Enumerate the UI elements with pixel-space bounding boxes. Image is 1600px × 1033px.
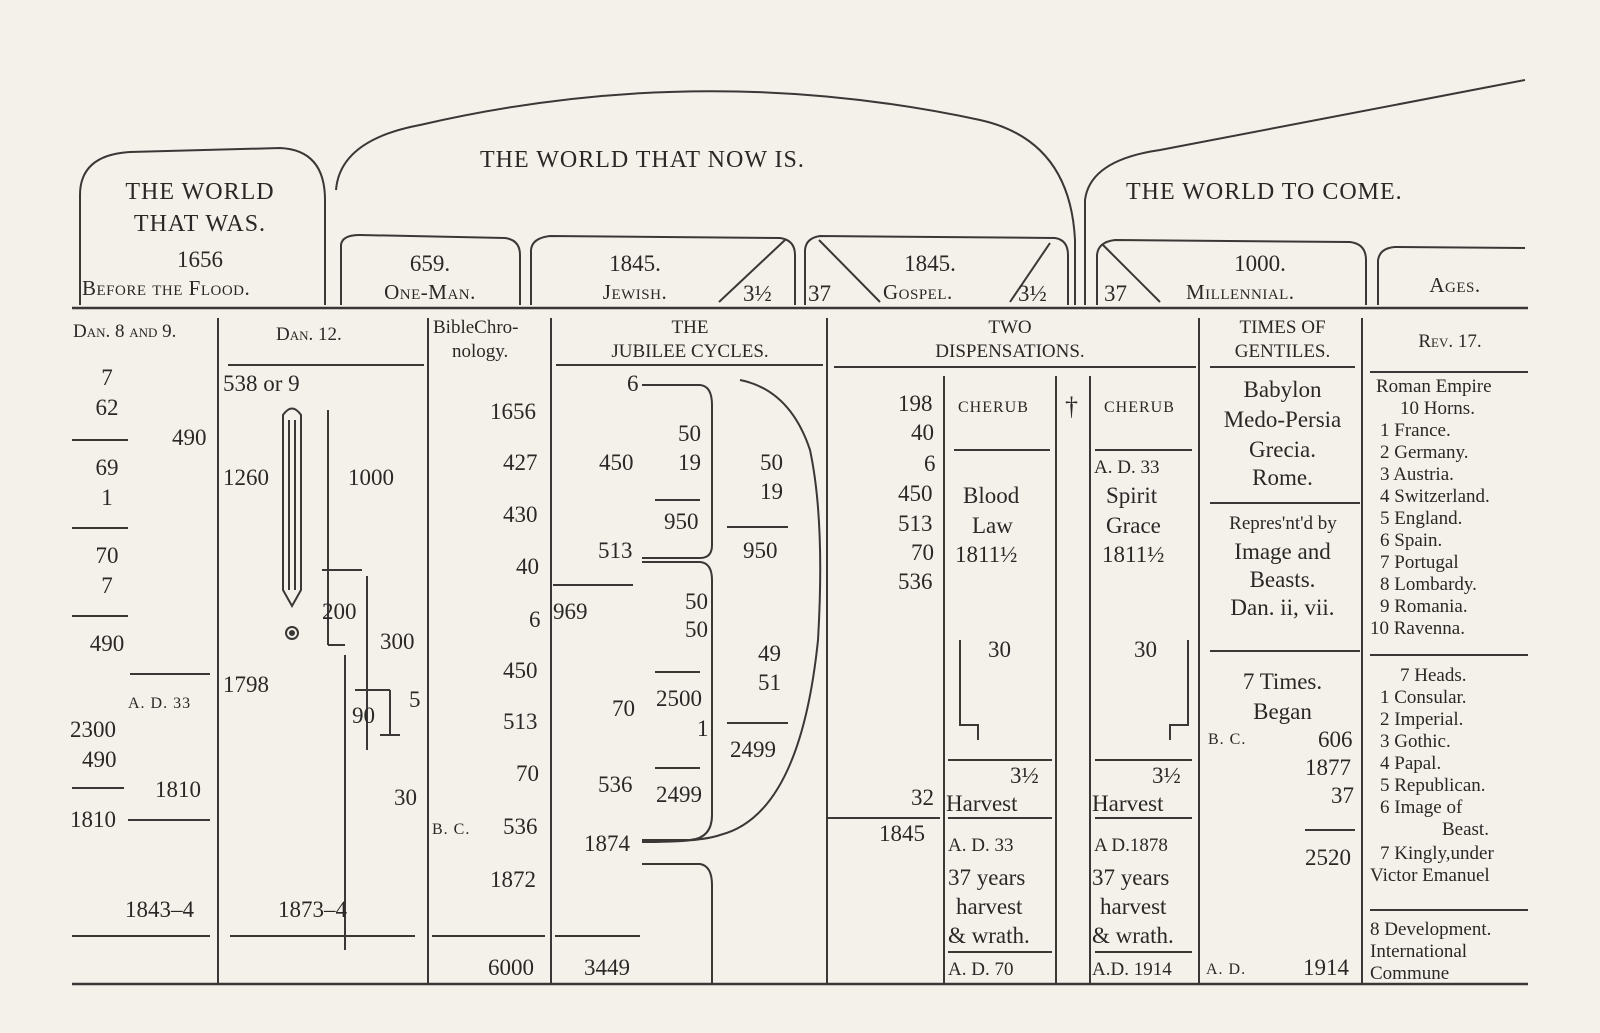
- dan89-right-value: 490: [172, 425, 207, 450]
- flood-years: 1656: [177, 247, 223, 272]
- disp-blood: Blood: [963, 483, 1020, 508]
- disp-left-ad33: A. D. 33: [948, 835, 1014, 856]
- disp-num: 536: [898, 569, 933, 594]
- rev17-horn: 9 Romania.: [1380, 596, 1468, 617]
- dan12-value: 200: [322, 599, 357, 624]
- rev17-head: 5 Republican.: [1380, 775, 1486, 796]
- bible-value: 70: [516, 761, 539, 786]
- disp-harvest2-left: harvest: [956, 894, 1023, 919]
- dan89-value: 7: [101, 573, 113, 598]
- bible-value: 430: [503, 502, 538, 527]
- millennial-years: 1000.: [1234, 251, 1286, 276]
- disp-right-1811: 1811½: [1102, 542, 1165, 567]
- gospel-years: 1845.: [904, 251, 956, 276]
- disp-num: 6: [924, 451, 936, 476]
- disp-num: 1845: [879, 821, 925, 846]
- dan12-value: 538 or 9: [223, 371, 300, 396]
- bible-total: 6000: [488, 955, 534, 980]
- rev17-head: 7 Heads.: [1400, 665, 1467, 686]
- dan89-value: 1: [101, 485, 113, 510]
- gentile-year: 2520: [1305, 845, 1351, 870]
- disp-years-right: 37 years: [1092, 865, 1170, 890]
- jubilee-value: 969: [553, 599, 588, 624]
- dan89-value: 2300: [70, 717, 116, 742]
- col-dan-8-9: Dan. 8 and 9.: [73, 321, 177, 342]
- world-come-title: THE WORLD TO COME.: [1126, 179, 1403, 205]
- dan89-value: 7: [101, 365, 113, 390]
- disp-harvest-left: Harvest: [946, 791, 1018, 816]
- gentile-beasts: Beasts.: [1249, 567, 1316, 592]
- world-was-title-1: THE WORLD: [125, 179, 275, 205]
- dan12-value: 1260: [223, 465, 269, 490]
- dan89-value: 70: [95, 543, 119, 568]
- jubilee-sum: 51: [758, 670, 781, 695]
- gospel-half: 3½: [1018, 281, 1047, 306]
- dan12-bottom: 1873–4: [278, 897, 347, 922]
- jubilee-cycle: 50: [685, 589, 708, 614]
- gentile-image: Image and: [1234, 539, 1331, 564]
- jubilee-value: 536: [598, 772, 633, 797]
- bible-value: 513: [503, 709, 538, 734]
- jubilee-cycle: 2500: [656, 686, 702, 711]
- dan89-value: 1810: [70, 807, 116, 832]
- disp-num: 450: [898, 481, 933, 506]
- rev17-horn: 10 Ravenna.: [1370, 618, 1465, 639]
- jubilee-value: 1874: [584, 831, 630, 856]
- one-man-label: One-Man.: [384, 280, 476, 304]
- gentile-began: Began: [1253, 699, 1312, 724]
- gentile-ad: A. D.: [1206, 961, 1247, 978]
- disp-wrath-left: & wrath.: [948, 923, 1030, 948]
- disp-left-1811: 1811½: [955, 542, 1018, 567]
- dan12-value: 1798: [223, 672, 269, 697]
- cherub-right: CHERUB: [1104, 399, 1175, 416]
- disp-ad33: A. D. 33: [1094, 457, 1160, 478]
- jubilee-sum: 49: [758, 641, 781, 666]
- dan12-value: 1000: [348, 465, 394, 490]
- disp-spirit: Spirit: [1106, 483, 1158, 508]
- rev17-horn: 2 Germany.: [1380, 442, 1469, 463]
- rev17-horn: 6 Spain.: [1380, 530, 1443, 551]
- dan12-value: 30: [394, 785, 417, 810]
- bible-value: 1872: [490, 867, 536, 892]
- col-bible-1: BibleChro-: [433, 317, 519, 338]
- dan89-bottom: 1843–4: [125, 897, 194, 922]
- disp-num: 32: [911, 785, 934, 810]
- jubilee-cycle: 950: [664, 509, 699, 534]
- gentile-kingdom: Medo-Persia: [1223, 407, 1342, 432]
- dan89-value: 69: [95, 455, 119, 480]
- millennial-37: 37: [1104, 281, 1127, 306]
- jubilee-total: 3449: [584, 955, 630, 980]
- gospel-37: 37: [808, 281, 831, 306]
- rev17-dev: International: [1370, 941, 1468, 962]
- gentile-bc: B. C.: [1208, 731, 1247, 748]
- rev17-horn: 10 Horns.: [1400, 398, 1475, 419]
- disp-harvest-right: Harvest: [1092, 791, 1164, 816]
- dan89-value: 490: [89, 631, 125, 656]
- jubilee-value: 513: [598, 538, 633, 563]
- jubilee-value: 450: [599, 450, 634, 475]
- gospel-label: Gospel.: [883, 280, 953, 304]
- jubilee-sum: 950: [743, 538, 778, 563]
- disp-right-half: 3½: [1152, 763, 1181, 788]
- jewish-label: Jewish.: [602, 280, 668, 304]
- disp-harvest2-right: harvest: [1100, 894, 1167, 919]
- rev17-horn: 8 Lombardy.: [1380, 574, 1477, 595]
- col-dan-12: Dan. 12.: [276, 324, 342, 345]
- dan89-value: 62: [95, 395, 119, 420]
- ages-label: Ages.: [1429, 273, 1481, 297]
- dan12-value: 90: [352, 703, 375, 728]
- gentile-seven-times: 7 Times.: [1242, 669, 1323, 694]
- gentile-kingdom: Rome.: [1252, 465, 1313, 490]
- rev17-horn: Roman Empire: [1376, 376, 1492, 397]
- rev17-dev: 8 Development.: [1370, 919, 1492, 940]
- millennial-label: Millennial.: [1186, 280, 1295, 304]
- gentile-year: 37: [1331, 783, 1354, 808]
- world-now-title: THE WORLD THAT NOW IS.: [480, 147, 805, 173]
- disp-law: Law: [972, 513, 1013, 538]
- disp-right-30: 30: [1134, 637, 1157, 662]
- rev17-head: 6 Image of: [1380, 797, 1463, 818]
- cherub-left: CHERUB: [958, 399, 1029, 416]
- dan12-value: 300: [380, 629, 415, 654]
- bible-value: 6: [529, 607, 541, 632]
- rev17-horn: 7 Portugal: [1380, 552, 1459, 573]
- jewish-half: 3½: [743, 281, 772, 306]
- bible-value: 40: [516, 554, 539, 579]
- gentile-year: 1877: [1305, 755, 1351, 780]
- col-jubilee-2: JUBILEE CYCLES.: [611, 341, 769, 362]
- world-was-title-2: THAT WAS.: [133, 211, 267, 237]
- flood-label: Before the Flood.: [82, 276, 251, 300]
- disp-num: 40: [911, 420, 934, 445]
- disp-num: 70: [911, 540, 934, 565]
- bible-value: 1656: [490, 399, 536, 424]
- rev17-horn: 3 Austria.: [1380, 464, 1454, 485]
- bible-value: 427: [503, 450, 538, 475]
- rev17-horn: 1 France.: [1380, 420, 1451, 441]
- disp-num: 513: [898, 511, 933, 536]
- jubilee-cycle: 50: [685, 617, 708, 642]
- jubilee-value: 70: [612, 696, 635, 721]
- dan89-right-value: 1810: [155, 777, 201, 802]
- jubilee-cycle: 50: [678, 421, 701, 446]
- jubilee-sum: 19: [760, 479, 783, 504]
- gentile-represented: Repres'nt'd by: [1229, 513, 1337, 534]
- jewish-years: 1845.: [609, 251, 661, 276]
- one-man-years: 659.: [409, 251, 451, 276]
- rev17-head: 3 Gothic.: [1380, 731, 1451, 752]
- col-bible-2: nology.: [452, 341, 509, 362]
- dan12-value: 5: [409, 687, 421, 712]
- jubilee-value: 6: [627, 371, 639, 396]
- disp-wrath-right: & wrath.: [1092, 923, 1174, 948]
- jubilee-cycle: 2499: [656, 782, 702, 807]
- disp-years-left: 37 years: [948, 865, 1026, 890]
- gentile-kingdom: Babylon: [1243, 377, 1322, 402]
- gentile-year: 606: [1318, 727, 1353, 752]
- jubilee-cycle: 19: [678, 450, 701, 475]
- disp-num: 198: [898, 391, 933, 416]
- gentile-daniel: Dan. ii, vii.: [1230, 595, 1335, 620]
- rev17-horn: 5 England.: [1380, 508, 1463, 529]
- jubilee-sum: 2499: [730, 737, 776, 762]
- col-gentiles-1: TIMES OF: [1239, 317, 1326, 338]
- disp-left-30: 30: [988, 637, 1011, 662]
- bible-value: 536: [503, 814, 538, 839]
- col-two-disp-2: DISPENSATIONS.: [935, 341, 1085, 362]
- dan89-ad33: A. D. 33: [128, 695, 192, 712]
- rev17-head: Victor Emanuel: [1370, 865, 1490, 886]
- rev17-head: 2 Imperial.: [1380, 709, 1464, 730]
- col-jubilee-1: THE: [671, 317, 709, 338]
- cross-icon: †: [1065, 392, 1078, 421]
- disp-left-half: 3½: [1010, 763, 1039, 788]
- disp-right-ad1878: A D.1878: [1094, 835, 1168, 856]
- rev17-horn: 4 Switzerland.: [1380, 486, 1490, 507]
- bible-value: 450: [503, 658, 538, 683]
- col-gentiles-2: GENTILES.: [1234, 341, 1331, 362]
- gentile-ad-year: 1914: [1303, 955, 1349, 980]
- bible-bc: B. C.: [432, 821, 471, 838]
- rev17-dev: Commune: [1370, 963, 1450, 984]
- rev17-head: 7 Kingly,under: [1380, 843, 1494, 864]
- col-two-disp-1: TWO: [988, 317, 1032, 338]
- col-rev-17: Rev. 17.: [1418, 331, 1482, 352]
- rev17-head: 4 Papal.: [1380, 753, 1442, 774]
- disp-grace: Grace: [1106, 513, 1161, 538]
- rev17-head: 1 Consular.: [1380, 687, 1467, 708]
- rev17-head: Beast.: [1442, 819, 1489, 840]
- gentile-kingdom: Grecia.: [1248, 437, 1317, 462]
- dan89-value: 490: [82, 747, 117, 772]
- disp-ad1914: A.D. 1914: [1092, 959, 1172, 980]
- disp-ad70: A. D. 70: [948, 959, 1014, 980]
- jubilee-cycle: 1: [697, 716, 709, 741]
- jubilee-sum: 50: [760, 450, 783, 475]
